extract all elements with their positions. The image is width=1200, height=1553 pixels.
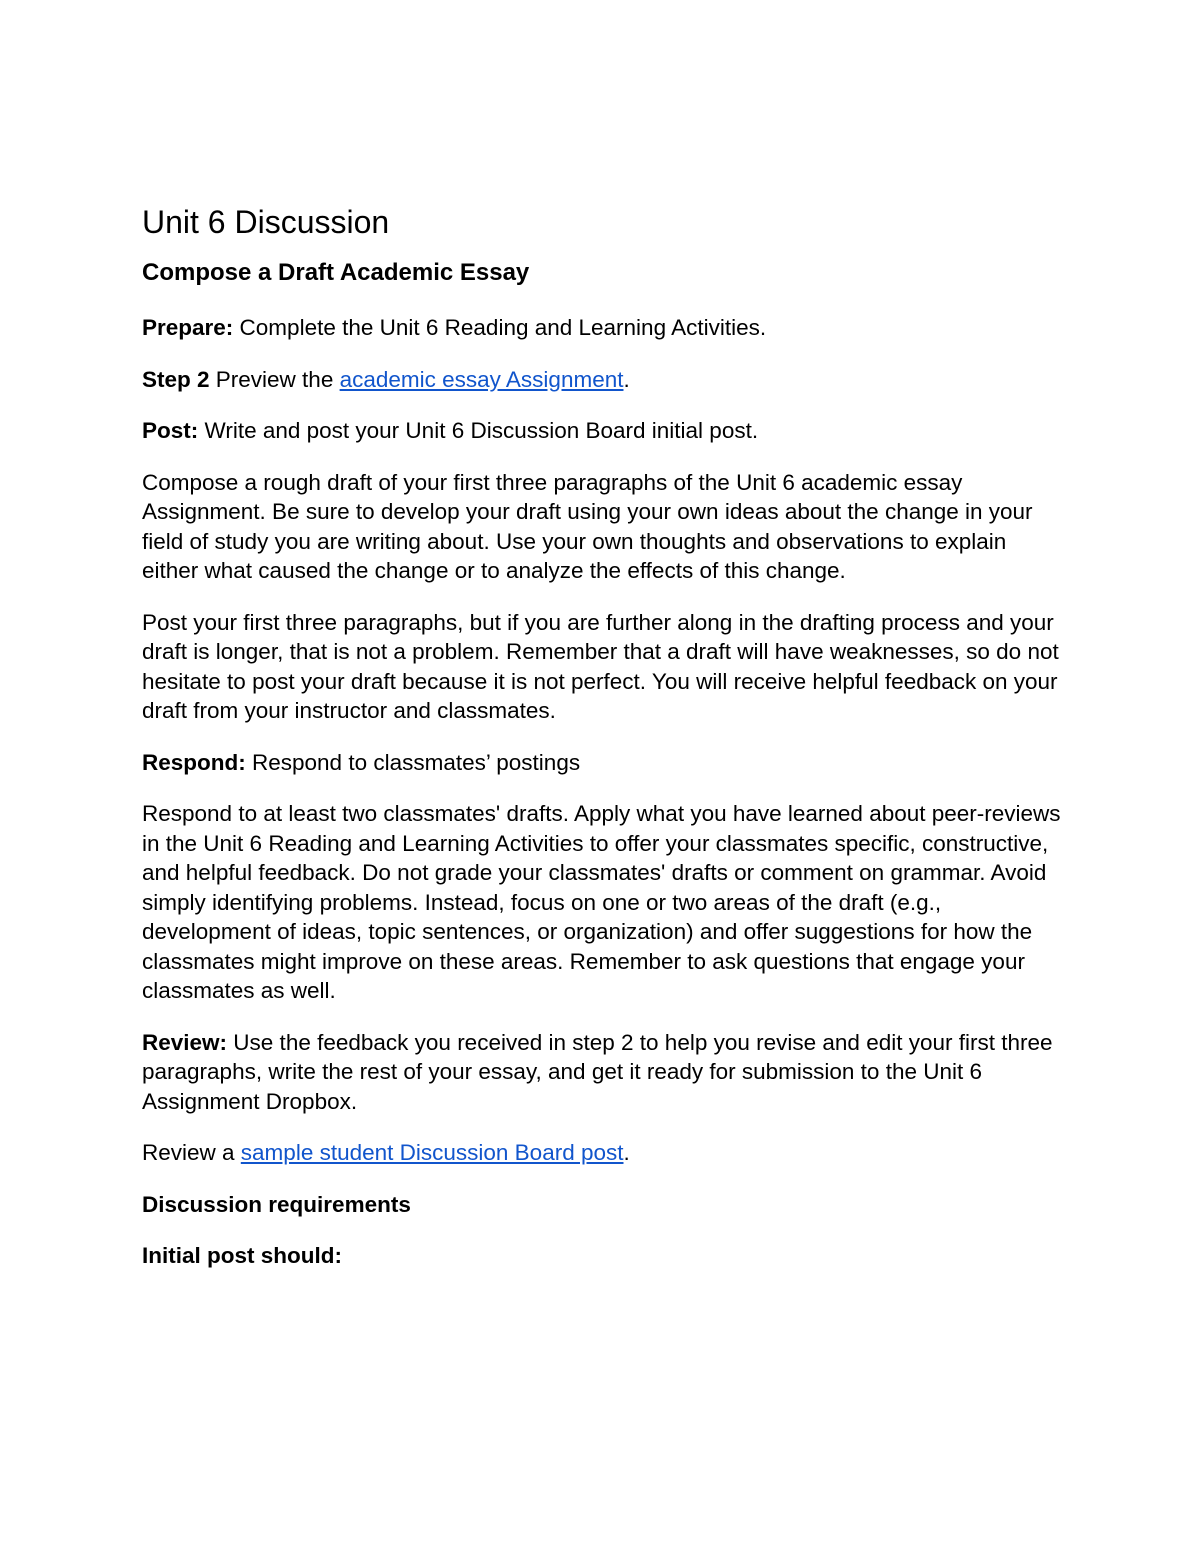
step2-text-after: . [623,366,630,392]
review-sample-text-after: . [623,1140,630,1165]
review-paragraph [142,1028,1062,1117]
prepare-paragraph [142,313,1062,343]
respond-text: Respond to classmates’ postings [245,749,581,775]
academic-essay-assignment-link[interactable]: academic essay Assignment [339,366,624,392]
step2-text-before: Preview the [209,366,340,392]
sample-discussion-post-link[interactable]: sample student Discussion Board post [240,1140,624,1165]
step2-paragraph [142,365,1062,395]
review-label: Review: [142,1029,228,1055]
post-instructions-paragraph: Post your first three paragraphs, but if you are further along in the drafting process and your draft is longer, that is not a problem. Remember that a draft will have weaknesses, so do not hesitate to post your draft because it is not perfect. You will receive helpful feedback on your draft from your instructor and classmates. [142,609,1059,723]
review-sample-paragraph [142,1138,1062,1168]
initial-post-heading [142,1241,1062,1271]
respond-label: Respond: [142,749,246,775]
step2-label: Step 2 [142,366,210,392]
document-page [142,200,1062,1271]
respond-paragraph [142,748,1062,778]
discussion-requirements-label: Discussion requirements [142,1191,411,1217]
prepare-text: Complete the Unit 6 Reading and Learning Activities. [233,315,767,340]
compose-paragraph: Compose a rough draft of your first three paragraphs of the Unit 6 academic essay Assignment. Be sure to develop your draft using your own ideas about the change in your field of study you are writing about. Use your own thoughts and observations to explain either what caused the change or to analyze the effects of this change. [142,469,1033,583]
review-sample-text-before: Review a [142,1140,241,1165]
page-subtitle: Compose a Draft Academic Essay [142,259,530,286]
respond-instructions-paragraph: Respond to at least two classmates' drafts. Apply what you have learned about peer-reviews in the Unit 6 Reading and Learning Activities to offer your classmates specific, constructive, and helpful feedback. Do not grade your classmates' drafts or comment on grammar. Avoid simply identifying problems. Instead, focus on one or two areas of the draft (e.g., development of ideas, topic sentences, or organization) and offer suggestions for how the classmates might improve on these areas. Remember to ask questions that engage your classmates as well. [142,801,1061,1003]
review-text: Use the feedback you received in step 2 to help you revise and edit your first three paragraphs, write the rest of your essay, and get it ready for submission to the Unit 6 Assignment Dropbox. [142,1029,1053,1114]
post-label: Post: [142,418,199,443]
page-title: Unit 6 Discussion [142,204,390,240]
discussion-requirements-heading [142,1190,1062,1220]
post-text: Write and post your Unit 6 Discussion Board initial post. [198,418,759,443]
post-paragraph [142,416,1062,446]
prepare-label: Prepare: [142,315,234,340]
initial-post-label: Initial post should: [142,1243,342,1268]
